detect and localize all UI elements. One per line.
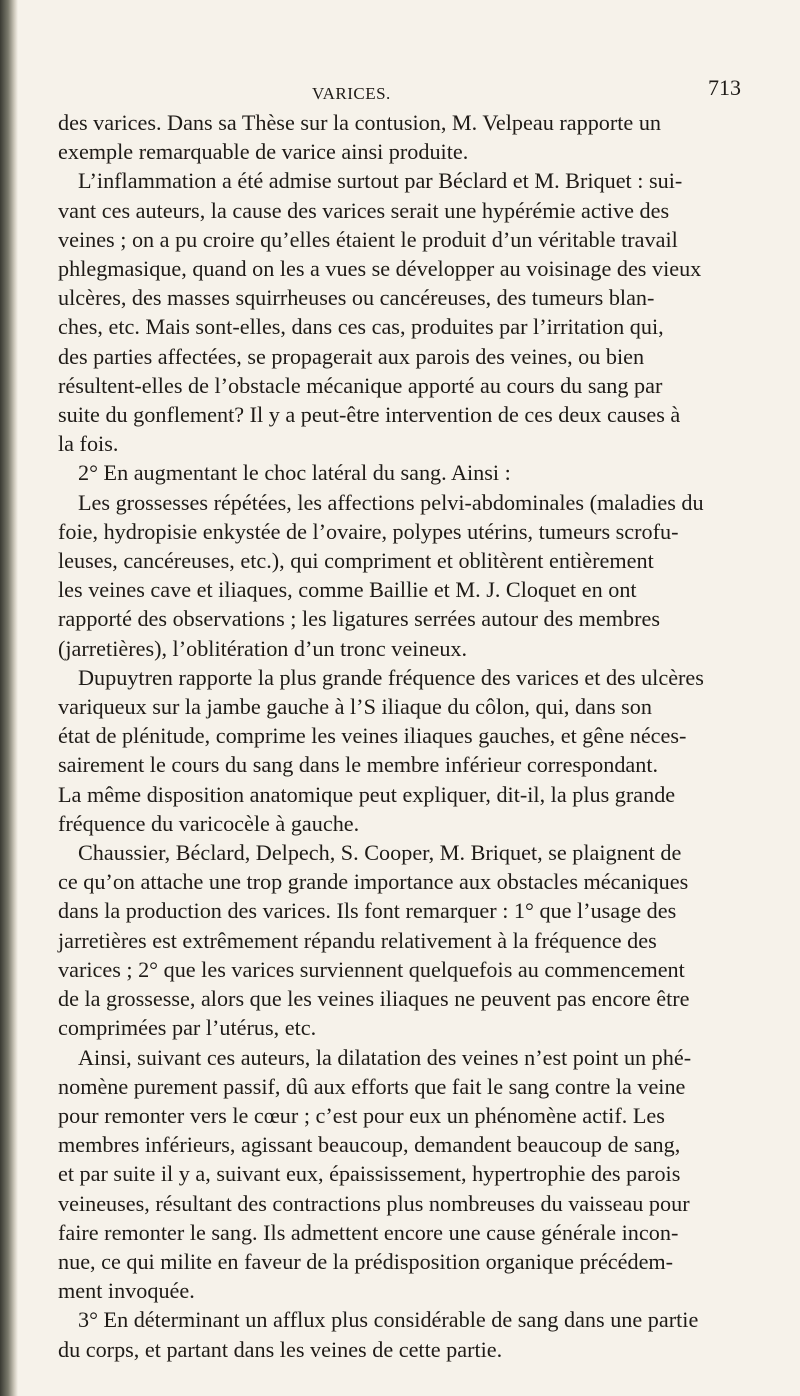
text-line: Chaussier, Béclard, Delpech, S. Cooper, M. Briquet, se plaignent de: [78, 840, 682, 866]
text-line: la fois.: [58, 431, 119, 457]
text-line: L’inflammation a été admise surtout par Béclard et M. Briquet : sui-: [78, 168, 683, 194]
text-line: veineuses, résultant des contractions plus nombreuses du vaisseau pour: [58, 1190, 690, 1216]
text-line: foie, hydropisie enkystée de l’ovaire, polypes utérins, tumeurs scrofu-: [58, 518, 679, 544]
page-binding-edge: [0, 0, 18, 1396]
text-line: faire remonter le sang. Ils admettent encore une cause générale incon-: [58, 1219, 679, 1245]
text-line: état de plénitude, comprime les veines iliaques gauches, et gêne néces-: [58, 723, 687, 749]
text-line: leuses, cancéreuses, etc.), qui compriment et oblitèrent entièrement: [58, 548, 654, 574]
text-line: comprimées par l’utérus, etc.: [58, 1015, 317, 1041]
text-line: fréquence du varicocèle à gauche.: [58, 810, 360, 836]
text-line: des varices. Dans sa Thèse sur la contusion, M. Velpeau rapporte un: [58, 110, 662, 135]
text-line: vant ces auteurs, la cause des varices serait une hypérémie active des: [58, 197, 670, 223]
text-line: et par suite il y a, suivant eux, épaississement, hypertrophie des parois: [58, 1161, 681, 1187]
text-line: ment invoquée.: [58, 1278, 195, 1304]
text-line: Les grossesses répétées, les affections pelvi-abdominales (maladies du: [78, 489, 704, 515]
paragraph: [58, 1043, 778, 1306]
paragraph: [58, 1305, 778, 1363]
text-line: veines ; on a pu croire qu’elles étaient le produit d’un véritable travail: [58, 226, 678, 252]
text-line: du corps, et partant dans les veines de cette partie.: [58, 1336, 503, 1362]
text-line: variqueux sur la jambe gauche à l’S iliaque du côlon, qui, dans son: [58, 694, 652, 720]
text-line: (jarretières), l’oblitération d’un tronc veineux.: [58, 635, 468, 661]
text-line: ches, etc. Mais sont-elles, dans ces cas, produites par l’irritation qui,: [58, 314, 664, 340]
body-text: [58, 108, 778, 1364]
text-line: suite du gonflement? Il y a peut-être intervention de ces deux causes à: [58, 402, 681, 428]
text-line: exemple remarquable de varice ainsi produite.: [58, 139, 469, 165]
text-line: 3° En déterminant un afflux plus considérable de sang dans une partie: [78, 1307, 699, 1333]
text-line: des parties affectées, se propagerait aux parois des veines, ou bien: [58, 343, 645, 369]
text-line: jarretières est extrêmement répandu relativement à la fréquence des: [58, 927, 657, 953]
paragraph: [58, 488, 778, 663]
text-line: pour remonter vers le cœur ; c’est pour eux un phénomène actif. Les: [58, 1102, 665, 1128]
text-line: les veines cave et iliaques, comme Baillie et M. J. Cloquet en ont: [58, 577, 637, 603]
text-line: sairement le cours du sang dans le membre inférieur correspondant.: [58, 752, 659, 778]
page-number: 713: [708, 75, 741, 100]
text-line: Dupuytren rapporte la plus grande fréquence des varices et des ulcères: [78, 664, 704, 690]
text-line: nomène purement passif, dû aux efforts que fait le sang contre la veine: [58, 1073, 686, 1099]
text-line: La même disposition anatomique peut expliquer, dit-il, la plus grande: [58, 781, 676, 807]
paragraph: [58, 108, 778, 166]
text-line: membres inférieurs, agissant beaucoup, demandent beaucoup de sang,: [58, 1132, 681, 1158]
text-line: nue, ce qui milite en faveur de la prédisposition organique précédem-: [58, 1248, 674, 1274]
paragraph: [58, 838, 778, 1042]
text-line: ulcères, des masses squirrheuses ou cancéreuses, des tumeurs blan-: [58, 285, 655, 311]
text-line: ce qu’on attache une trop grande importance aux obstacles mécaniques: [58, 869, 689, 895]
text-line: Ainsi, suivant ces auteurs, la dilatation des veines n’est point un phé-: [78, 1044, 692, 1070]
text-line: varices ; 2° que les varices surviennent quelquefois au commencement: [58, 956, 685, 982]
text-line: dans la production des varices. Ils font remarquer : 1° que l’usage des: [58, 898, 677, 924]
paragraph: [58, 663, 778, 838]
paragraph: [58, 166, 778, 458]
text-line: 2° En augmentant le choc latéral du sang. Ainsi :: [78, 460, 511, 486]
text-line: rapporté des observations ; les ligatures serrées autour des membres: [58, 606, 660, 632]
text-line: de la grossesse, alors que les veines iliaques ne peuvent pas encore être: [58, 986, 690, 1012]
text-line: phlegmasique, quand on les a vues se développer au voisinage des vieux: [58, 256, 702, 282]
paragraph: [58, 458, 778, 487]
running-header: VARICES.: [312, 84, 391, 103]
text-line: résultent-elles de l’obstacle mécanique apporté au cours du sang par: [58, 372, 663, 398]
